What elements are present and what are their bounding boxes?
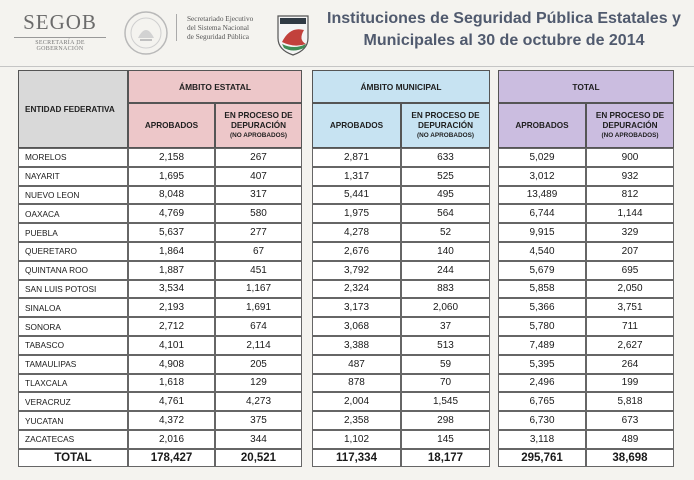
entity-name-cell: TLAXCALA	[18, 374, 128, 393]
total-aprobados-header: APROBADOS	[498, 103, 586, 148]
entity-name-cell: SAN LUIS POTOSI	[18, 280, 128, 299]
total-aprobados-cell: 2,496	[498, 374, 586, 393]
title-line-1: Instituciones de Seguridad Pública Estatales y	[327, 10, 681, 27]
entity-name-cell: SINALOA	[18, 298, 128, 317]
total-depuracion-cell: 264	[586, 355, 674, 374]
total-depuracion-cell: 207	[586, 242, 674, 261]
estatal-depuracion-cell: 1,691	[215, 298, 302, 317]
header-divider	[0, 66, 694, 67]
total-aprobados-cell: 3,012	[498, 167, 586, 186]
entity-name-cell: QUINTANA ROO	[18, 261, 128, 280]
municipal-depuracion-cell: 52	[401, 223, 490, 242]
estatal-aprobados-cell: 5,637	[128, 223, 215, 242]
total-aprobados-cell: 5,366	[498, 298, 586, 317]
total-aprobados-cell: 295,761	[498, 449, 586, 467]
estatal-aprobados-cell: 4,761	[128, 392, 215, 411]
entity-name-cell: MORELOS	[18, 148, 128, 167]
total-aprobados-cell: 5,858	[498, 280, 586, 299]
estatal-depuracion-cell: 20,521	[215, 449, 302, 467]
segob-logo-subtitle: SECRETARÍA DE GOBERNACIÓN	[14, 37, 106, 52]
estatal-depuracion-cell: 267	[215, 148, 302, 167]
total-depuracion-cell: 695	[586, 261, 674, 280]
segob-logo-name: SEGOB	[23, 10, 97, 34]
municipal-aprobados-cell: 2,324	[312, 280, 401, 299]
sesnsp-label	[176, 14, 281, 41]
estatal-aprobados-cell: 1,695	[128, 167, 215, 186]
entity-name-cell: ZACATECAS	[18, 430, 128, 449]
entity-name-cell: VERACRUZ	[18, 392, 128, 411]
title-line-2: Municipales al 30 de octubre de 2014	[363, 32, 645, 49]
estatal-aprobados-cell: 4,908	[128, 355, 215, 374]
total-aprobados-cell: 5,679	[498, 261, 586, 280]
municipal-aprobados-cell: 2,358	[312, 411, 401, 430]
total-depuracion-cell: 199	[586, 374, 674, 393]
municipal-depuracion-cell: 564	[401, 204, 490, 223]
total-aprobados-cell: 5,395	[498, 355, 586, 374]
estatal-aprobados-cell: 8,048	[128, 186, 215, 205]
entity-name-cell: TABASCO	[18, 336, 128, 355]
total-aprobados-cell: 9,915	[498, 223, 586, 242]
total-aprobados-cell: 5,029	[498, 148, 586, 167]
entity-name-cell: NUEVO LEON	[18, 186, 128, 205]
estatal-depuracion-cell: 451	[215, 261, 302, 280]
municipal-depuracion-cell: 59	[401, 355, 490, 374]
total-aprobados-cell: 6,765	[498, 392, 586, 411]
estatal-depuracion-cell: 129	[215, 374, 302, 393]
total-aprobados-cell: 6,730	[498, 411, 586, 430]
total-depuracion-cell: 711	[586, 317, 674, 336]
estatal-aprobados-header: APROBADOS	[128, 103, 215, 148]
municipal-aprobados-cell: 3,068	[312, 317, 401, 336]
municipal-depuracion-header	[401, 103, 490, 148]
document-header	[0, 0, 694, 62]
total-depuracion-header	[586, 103, 674, 148]
total-aprobados-cell: 7,489	[498, 336, 586, 355]
entity-name-cell: TOTAL	[18, 449, 128, 467]
estatal-group-header: ÁMBITO ESTATAL	[128, 70, 302, 103]
municipal-depuracion-cell: 2,060	[401, 298, 490, 317]
municipal-depuracion-cell: 495	[401, 186, 490, 205]
municipal-group-header: ÁMBITO MUNICIPAL	[312, 70, 490, 103]
total-depuracion-note: (NO APROBADOS)	[601, 131, 659, 139]
estatal-depuracion-cell: 67	[215, 242, 302, 261]
total-depuracion-cell: 900	[586, 148, 674, 167]
total-depuracion-cell: 673	[586, 411, 674, 430]
municipal-aprobados-cell: 487	[312, 355, 401, 374]
municipal-aprobados-cell: 1,317	[312, 167, 401, 186]
total-depuracion-cell: 38,698	[586, 449, 674, 467]
estatal-depuracion-cell: 317	[215, 186, 302, 205]
municipal-aprobados-cell: 2,676	[312, 242, 401, 261]
total-depuracion-cell: 329	[586, 223, 674, 242]
estatal-depuracion-cell: 277	[215, 223, 302, 242]
total-aprobados-cell: 13,489	[498, 186, 586, 205]
entity-name-cell: TAMAULIPAS	[18, 355, 128, 374]
estatal-depuracion-cell: 674	[215, 317, 302, 336]
municipal-depuracion-cell: 145	[401, 430, 490, 449]
mexico-seal-icon	[122, 10, 170, 56]
total-aprobados-cell: 5,780	[498, 317, 586, 336]
municipal-depuracion-cell: 633	[401, 148, 490, 167]
municipal-aprobados-cell: 3,792	[312, 261, 401, 280]
entity-name-cell: YUCATAN	[18, 411, 128, 430]
total-depuracion-cell: 3,751	[586, 298, 674, 317]
sesnsp-line-2: del Sistema Nacional	[187, 23, 250, 32]
sesnsp-shield-icon	[276, 14, 310, 56]
segob-logo	[14, 10, 106, 52]
entity-name-cell: NAYARIT	[18, 167, 128, 186]
estatal-aprobados-cell: 4,372	[128, 411, 215, 430]
entity-name-cell: SONORA	[18, 317, 128, 336]
estatal-aprobados-cell: 1,618	[128, 374, 215, 393]
municipal-depuracion-cell: 37	[401, 317, 490, 336]
estatal-depuracion-cell: 375	[215, 411, 302, 430]
sesnsp-line-1: Secretariado Ejecutivo	[187, 14, 254, 23]
municipal-depuracion-cell: 244	[401, 261, 490, 280]
municipal-aprobados-cell: 4,278	[312, 223, 401, 242]
estatal-depuracion-cell: 2,114	[215, 336, 302, 355]
estatal-aprobados-cell: 178,427	[128, 449, 215, 467]
municipal-depuracion-cell: 70	[401, 374, 490, 393]
estatal-depuracion-header	[215, 103, 302, 148]
total-depuracion-cell: 1,144	[586, 204, 674, 223]
municipal-depuracion-cell: 525	[401, 167, 490, 186]
municipal-aprobados-cell: 2,004	[312, 392, 401, 411]
entity-column-header: ENTIDAD FEDERATIVA	[18, 70, 128, 148]
municipal-aprobados-cell: 117,334	[312, 449, 401, 467]
municipal-depuracion-note: (NO APROBADOS)	[417, 131, 474, 139]
total-depuracion-cell: 2,627	[586, 336, 674, 355]
total-depuracion-cell: 932	[586, 167, 674, 186]
municipal-depuracion-cell: 18,177	[401, 449, 490, 467]
municipal-aprobados-cell: 5,441	[312, 186, 401, 205]
total-group-header: TOTAL	[498, 70, 674, 103]
total-aprobados-cell: 6,744	[498, 204, 586, 223]
estatal-depuracion-cell: 580	[215, 204, 302, 223]
estatal-depuracion-cell: 1,167	[215, 280, 302, 299]
municipal-depuracion-cell: 513	[401, 336, 490, 355]
municipal-depuracion-cell: 883	[401, 280, 490, 299]
estatal-depuracion-label: EN PROCESO DE DEPURACIÓN	[224, 110, 293, 130]
municipal-depuracion-label: EN PROCESO DE DEPURACIÓN	[411, 110, 480, 130]
municipal-aprobados-cell: 1,975	[312, 204, 401, 223]
total-depuracion-cell: 489	[586, 430, 674, 449]
total-depuracion-label: EN PROCESO DE DEPURACIÓN	[595, 110, 665, 130]
sesnsp-line-3: de Seguridad Pública	[187, 32, 250, 41]
municipal-depuracion-cell: 1,545	[401, 392, 490, 411]
estatal-depuracion-cell: 205	[215, 355, 302, 374]
estatal-depuracion-cell: 344	[215, 430, 302, 449]
estatal-aprobados-cell: 1,864	[128, 242, 215, 261]
estatal-depuracion-note: (NO APROBADOS)	[230, 131, 287, 139]
municipal-aprobados-cell: 1,102	[312, 430, 401, 449]
entity-name-cell: OAXACA	[18, 204, 128, 223]
estatal-aprobados-cell: 4,101	[128, 336, 215, 355]
total-depuracion-cell: 812	[586, 186, 674, 205]
total-depuracion-cell: 2,050	[586, 280, 674, 299]
estatal-depuracion-cell: 4,273	[215, 392, 302, 411]
estatal-aprobados-cell: 2,193	[128, 298, 215, 317]
municipal-aprobados-cell: 3,173	[312, 298, 401, 317]
estatal-aprobados-cell: 3,534	[128, 280, 215, 299]
estatal-aprobados-cell: 2,712	[128, 317, 215, 336]
municipal-aprobados-cell: 2,871	[312, 148, 401, 167]
estatal-aprobados-cell: 1,887	[128, 261, 215, 280]
entity-name-cell: QUERETARO	[18, 242, 128, 261]
estatal-depuracion-cell: 407	[215, 167, 302, 186]
page-title	[320, 8, 688, 52]
municipal-aprobados-cell: 878	[312, 374, 401, 393]
estatal-aprobados-cell: 2,016	[128, 430, 215, 449]
municipal-aprobados-cell: 3,388	[312, 336, 401, 355]
municipal-depuracion-cell: 298	[401, 411, 490, 430]
total-aprobados-cell: 3,118	[498, 430, 586, 449]
entity-name-cell: PUEBLA	[18, 223, 128, 242]
total-aprobados-cell: 4,540	[498, 242, 586, 261]
estatal-aprobados-cell: 2,158	[128, 148, 215, 167]
total-depuracion-cell: 5,818	[586, 392, 674, 411]
municipal-aprobados-header: APROBADOS	[312, 103, 401, 148]
municipal-depuracion-cell: 140	[401, 242, 490, 261]
estatal-aprobados-cell: 4,769	[128, 204, 215, 223]
